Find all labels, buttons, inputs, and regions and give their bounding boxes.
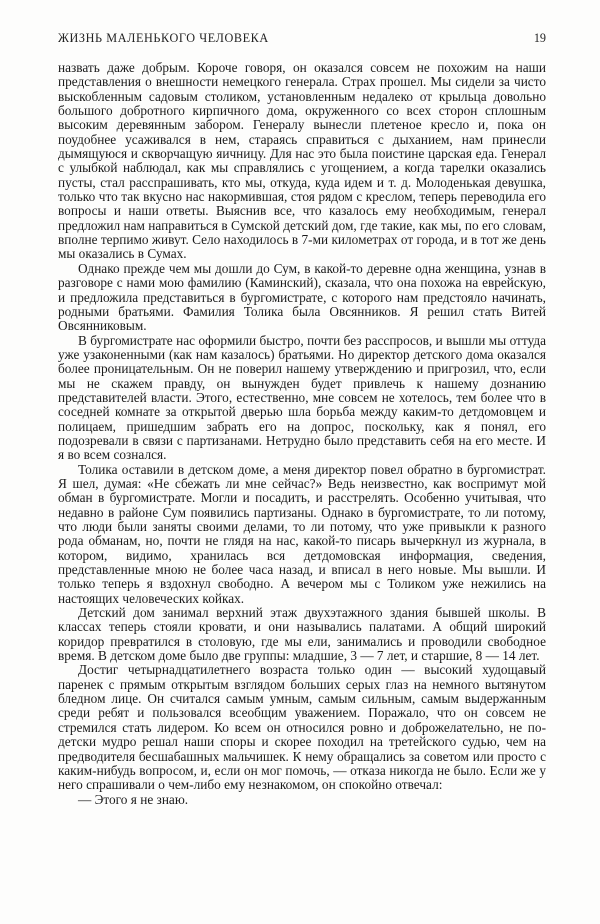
paragraph: назвать даже добрым. Короче говоря, он оказался совсем не похожим на наши представления о внешности немецкого генерала. Страх прошел. Мы сидели за чисто выскобленным садовым столиком, установленным недалеко от крыльца довольно большого добротного кирпичного дома, окруженного со всех сторон сплошным высоким деревянным забором. Генералу вынесли плетеное кресло и, пока он поудобнее усаживался в нем, стараясь справиться с дыханием, нам принесли дымящуюся и скворчащую яичницу. Для нас это была поистине царская еда. Генерал с улыбкой наблюдал, как мы справлялись с угощением, а когда тарелки оказались пусты, стал расспрашивать, кто мы, откуда, куда идем и т. д. Молоденькая девушка, только что так вкусно нас накормившая, стоя рядом с креслом, теперь переводила его вопросы и наши ответы. Выяснив все, что казалось ему необходимым, генерал предложил нам направиться в Сумской детский дом, где такие, как мы, по его словам, вполне терпимо живут. Село находилось в 7-ми километрах от города, и в тот же день мы оказались в Сумах.: [58, 60, 546, 262]
page-number: 19: [533, 31, 546, 45]
paragraph: Детский дом занимал верхний этаж двухэтажного здания бывшей школы. В классах теперь стояли кровати, и они назывались палатами. А общий широкий коридор превратился в столовую, где мы ели, занимались и проводили свободное время. В детском доме было две группы: младшие, 3 — 7 лет, и старшие, 8 — 14 лет.: [58, 605, 546, 664]
page-body-text: [58, 61, 546, 807]
paragraph: Достиг четырнадцатилетнего возраста только один — высокий худощавый паренек с прямым открытым взглядом больших серых глаз на немного вытянутом бледном лице. Он считался самым умным, самым сильным, самым выдержанным среди ребят и пользовался всеобщим уважением. Поражало, что он совсем не стремился стать лидером. Ко всем он относился ровно и доброжелательно, не по-детски мудро решал наши споры и скорее походил на третейского судью, чем на предводителя бесшабашных мальчишек. К нему обращались за советом или просто с каким-нибудь вопросом, и, если он мог помочь, — отказа никогда не было. Если же у него спрашивали о чем-либо ему незнакомом, он спокойно отвечал:: [58, 662, 546, 793]
paragraph: Однако прежде чем мы дошли до Сум, в какой-то деревне одна женщина, узнав в разговоре с нами мою фамилию (Каминский), сказала, что она похожа на еврейскую, и предложила представиться в бургомистрате, с которого нам предстояло начинать, родными братьями. Фамилия Толика была Овсянников. Я решил стать Витей Овсянниковым.: [58, 260, 546, 334]
running-title: ЖИЗНЬ МАЛЕНЬКОГО ЧЕЛОВЕКА: [58, 31, 269, 45]
paragraph: Толика оставили в детском доме, а меня директор повел обратно в бургомистрат. Я шел, думая: «Не сбежать ли мне сейчас?» Ведь неизвестно, как воспримут мой обман в бургомистрате. Могли и посадить, и расстрелять. Особенно учитывая, что недавно в районе Сум появились партизаны. Однако в бургомистрате, то ли потому, что люди были заняты своими делами, то ли потому, что уже привыкли к разного рода обманам, но, почти не глядя на нас, какой-то писарь вычеркнул из журнала, в котором, видимо, хранилась вся детдомовская информация, сведения, представленные мною не более часа назад, и вписал в него новые. Мы вышли. И только теперь я вздохнул свободно. А вечером мы с Толиком уже нежились на настоящих человеческих койках.: [58, 461, 546, 606]
paragraph-dialogue: — Этого я не знаю.: [78, 791, 189, 807]
paragraph: В бургомистрате нас оформили быстро, почти без расспросов, и вышли мы оттуда уже узаконенными (как нам казалось) братьями. Но директор детского дома оказался более проницательным. Он не поверил нашему утверждению и пригрозил, что, если мы не скажем правду, он вынужден будет привлечь к нашему дознанию представителей власти. Этого, естественно, мне совсем не хотелось, тем более что в соседней комнате за открытой дверью шла борьба между каким-то детдомовцем и полицаем, пришедшим забрать его на допрос, поскольку, как я понял, его подозревали в связи с партизанами. Нетрудно было представить себя на его месте. И я во всем сознался.: [58, 332, 546, 463]
running-head: [58, 31, 546, 46]
